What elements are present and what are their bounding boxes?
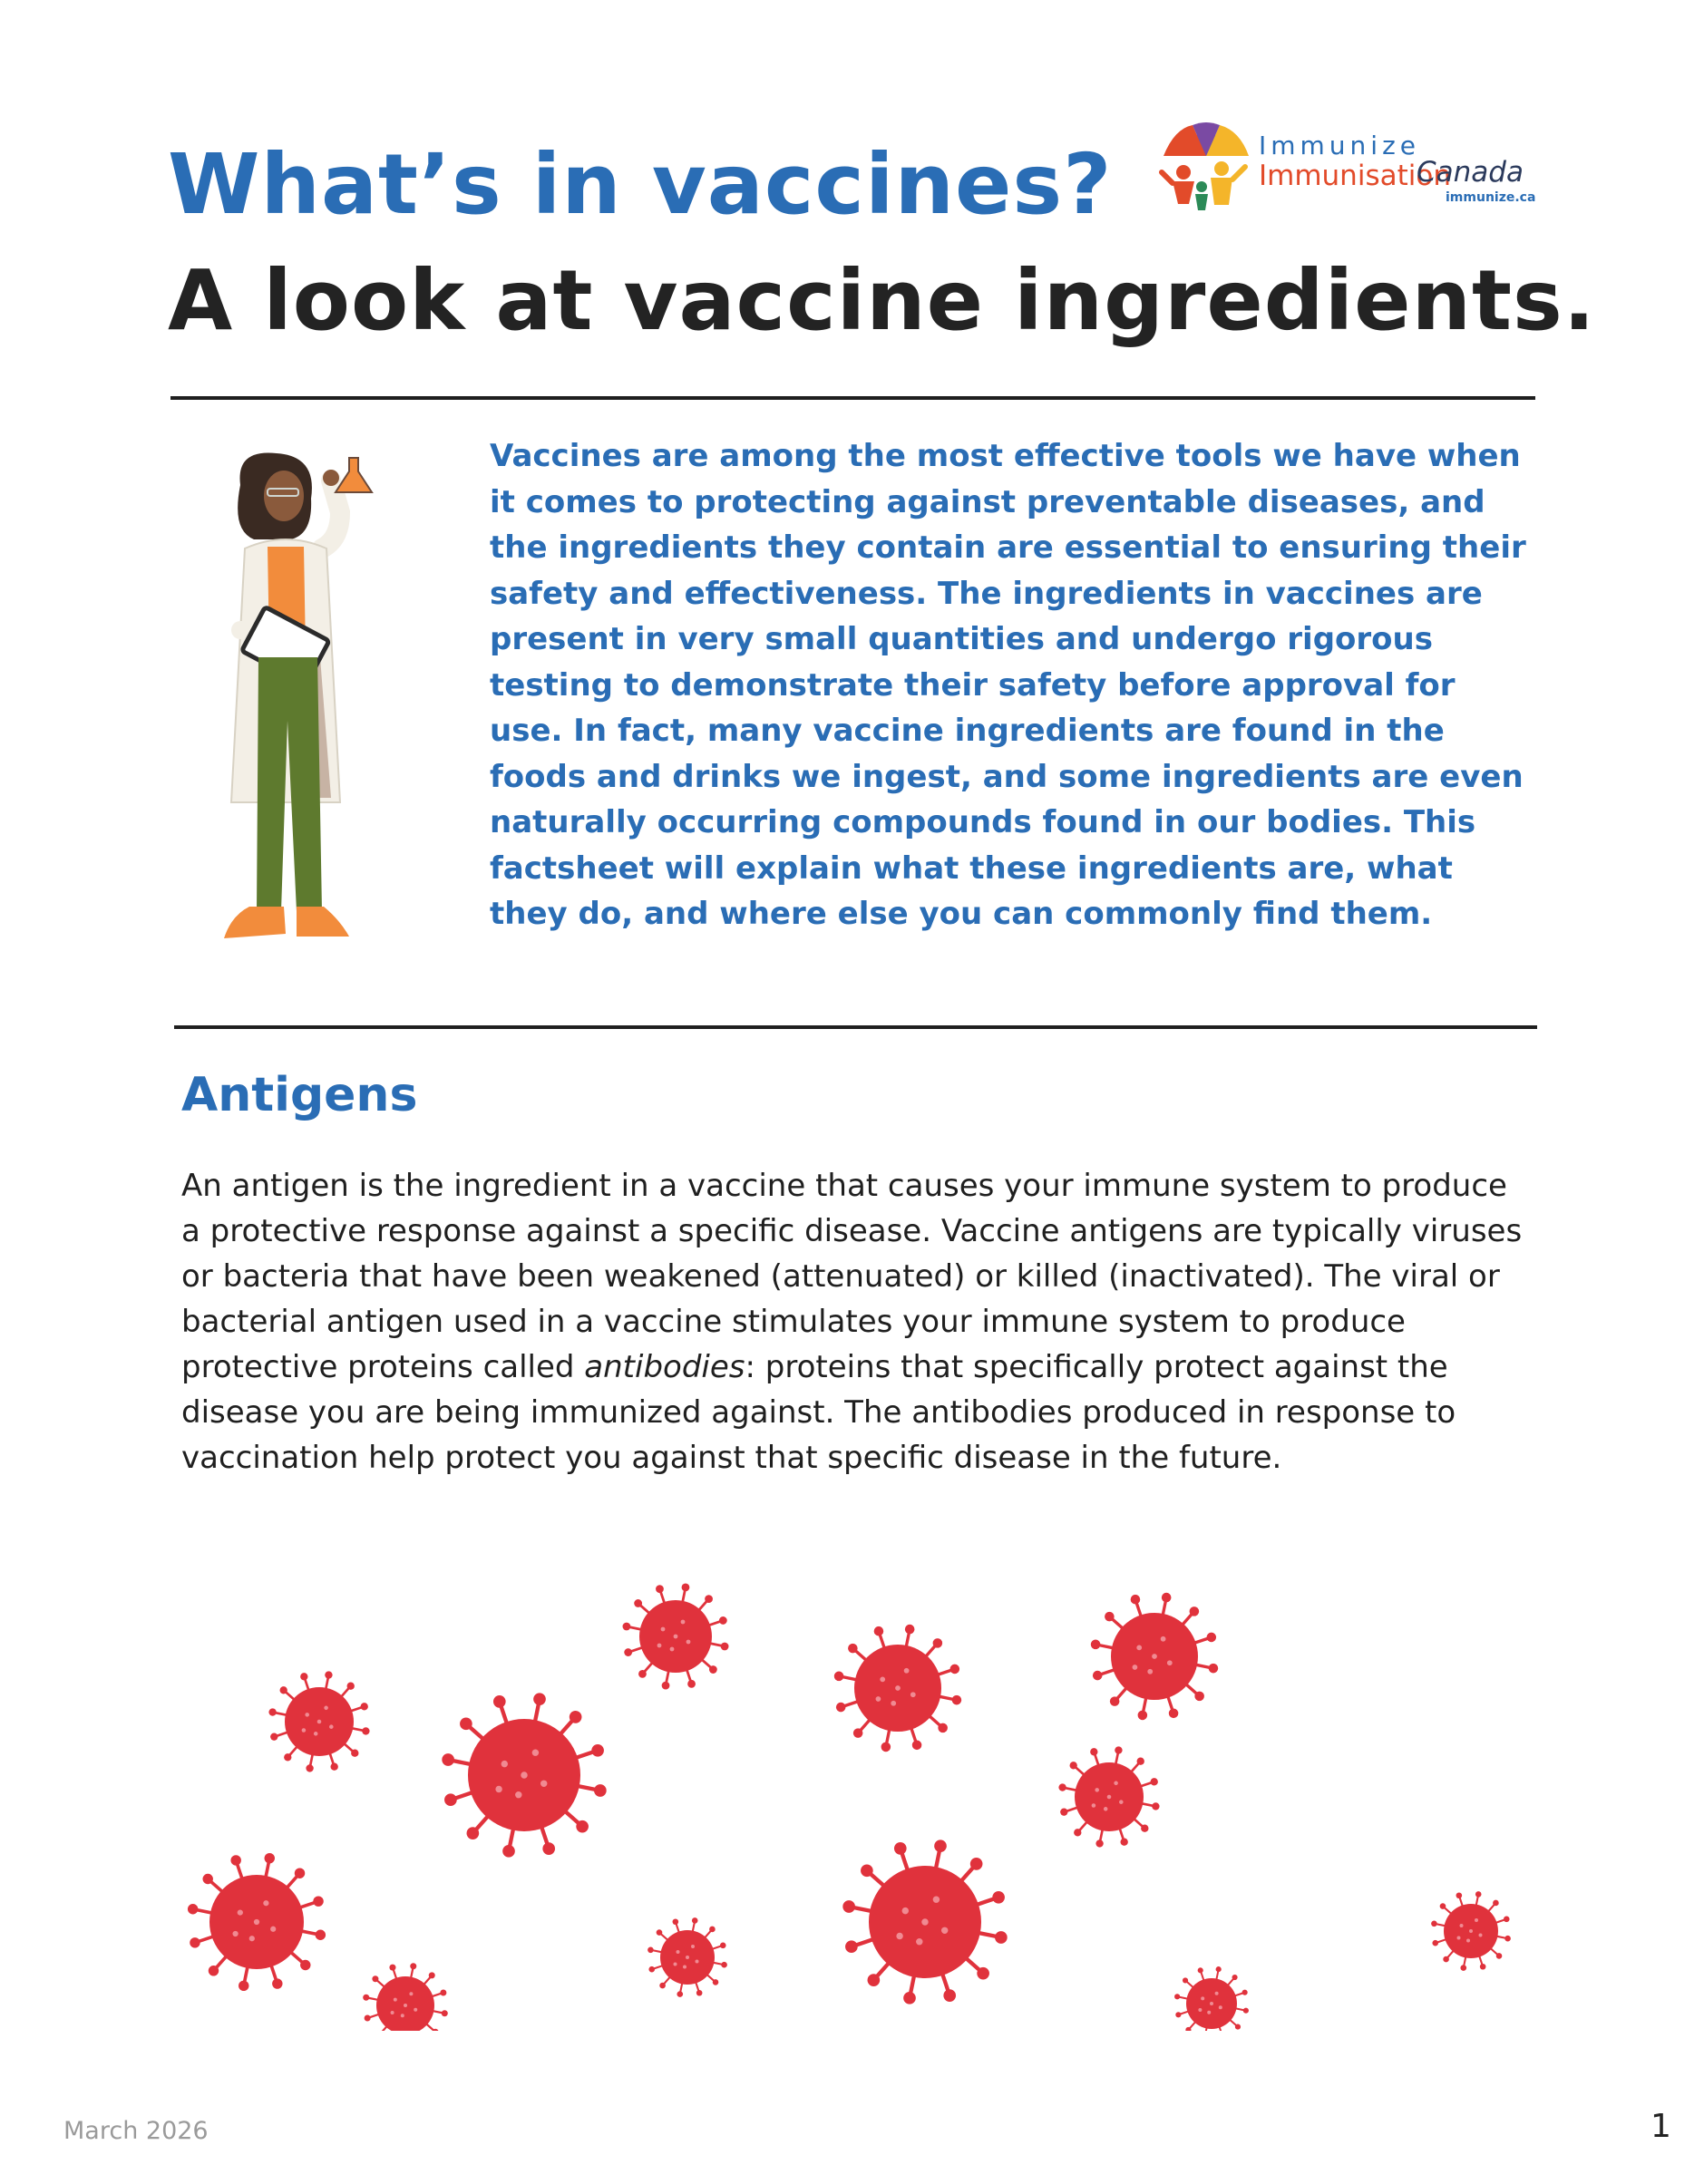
page-subtitle: A look at vaccine ingredients. [168,252,1596,349]
logo-url: immunize.ca [1446,190,1536,205]
virus-particle [363,1963,448,2031]
footer-date: March 2026 [63,2117,209,2145]
scientist-with-flask-illustration [204,449,449,961]
umbrella-family-icon [1156,118,1256,218]
virus-particle [268,1671,369,1771]
antibodies-term: antibodies [584,1349,745,1385]
logo-text-immunisation: Immunisation [1259,160,1451,192]
virus-particle [442,1693,606,1857]
virus-particle [834,1625,961,1752]
divider [174,1025,1537,1029]
antigens-text: An antigen is the ingredient in a vaccine that causes your immune system to produce a protective response against a specific disease. Vaccine antigens are typically viruses or bacteria that have been weakened (attenuated) or killed (inactivated). The viral or bacterial antigen used in a vaccine stimulates your immune system to produce protective proteins called [181,1168,1523,1385]
virus-particle [842,1839,1007,2004]
virus-particles-illustration [172,1577,1533,2031]
logo-text-immunize: Immunize [1259,131,1421,160]
section-heading-antigens: Antigens [181,1068,418,1122]
virus-particle [623,1584,729,1690]
virus-particle [188,1853,326,1991]
antigens-paragraph [181,1163,1533,1480]
virus-particle [648,1917,727,1997]
page-title: What’s in vaccines? [168,136,1113,233]
virus-particle [1091,1593,1218,1720]
page-number: 1 [1650,2108,1671,2145]
intro-paragraph: Vaccines are among the most effective tools we have when it comes to protecting against preventable diseases, and the ingredients they contain are essential to ensuring their safety and effectiveness. The ingredients in vaccines are present in very small quantities and undergo rigorous testing to demonstrate their safety before approval for use. In fact, many vaccine ingredients are found in the foods and drinks we ingest, and some ingredients are even naturally occurring compounds found in our bodies. This factsheet will explain what these ingredients are, what they do, and where else you can commonly find them. [490,438,1526,932]
virus-particle [1431,1891,1511,1971]
virus-particle [1174,1966,1249,2031]
logo-text-canada: Canada [1417,156,1524,189]
virus-particle [1058,1746,1159,1847]
divider [170,396,1535,400]
antigens-text-continued: : proteins that specifically protect against the disease you are being immunized against. The antibodies produced in response to vaccination help protect you against that specific disease in the future. [181,1349,1456,1476]
immunize-canada-logo[interactable] [1156,118,1555,218]
